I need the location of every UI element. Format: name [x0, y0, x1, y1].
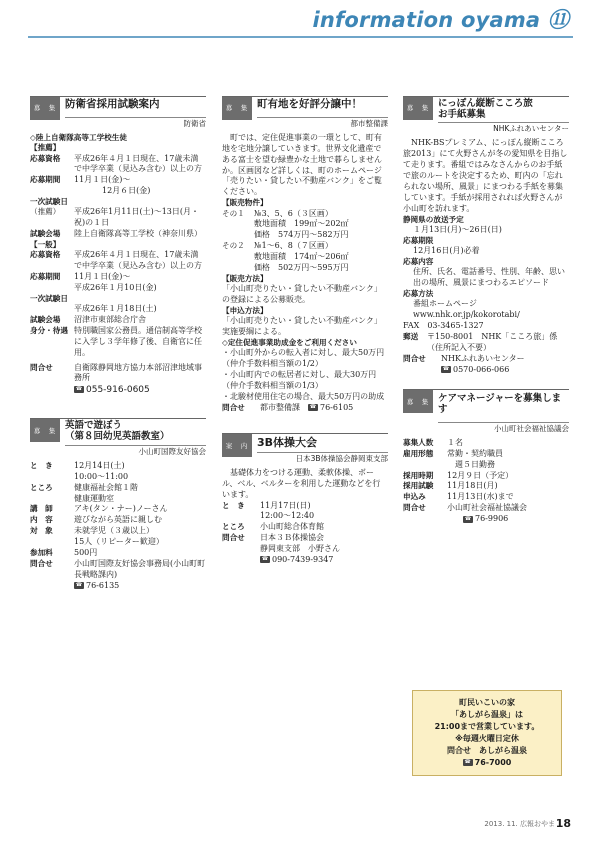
- value: 小山町国際友好協会事務局(小山町町長戦略課内): [74, 558, 206, 579]
- category-tag: 募 集: [403, 97, 433, 120]
- header-title: information oyama ⑪: [312, 8, 569, 32]
- value: 都市整備課: [260, 402, 300, 412]
- value: 〒150-8001 NHK「こころ旅」係（住所記入不要）: [427, 331, 558, 352]
- value: 500円: [74, 547, 98, 557]
- article-title: 英語で遊ぼう: [65, 420, 123, 432]
- value: 「小山町売りたい・貸したい不動産バンク」実施要綱による。: [222, 316, 382, 336]
- article-title: にっぽん縦断こころ旅: [438, 98, 533, 109]
- phone-icon: ☎: [261, 556, 269, 563]
- article-taiso: [222, 433, 388, 565]
- value: 自衛隊静岡地方協力本部沼津地域事務所: [74, 362, 202, 383]
- notice-line: 町民いこいの家: [459, 698, 515, 707]
- value: 価格 574万円～582万円: [254, 230, 349, 240]
- value: 12月６日(金): [102, 186, 151, 196]
- category-tag: 募 集: [222, 97, 252, 120]
- label: 応募期間: [30, 175, 61, 185]
- label: 問合せ: [30, 558, 53, 568]
- phone-number: 090-7439-9347: [272, 554, 334, 564]
- value: 遊びながら英語に親しむ: [74, 515, 162, 525]
- label: 雇用形態: [403, 448, 434, 458]
- notice-line: 21:00まで営業しています。: [434, 722, 540, 731]
- value: 住所、氏名、電話番号、性別、年齢、思い出の場所、風景にまつわるエピソード: [413, 267, 565, 288]
- value: 12月16日(月)必着: [413, 246, 480, 256]
- value: 「小山町売りたい・貸したい不動産バンク」の登録による公募販売。: [222, 284, 382, 304]
- value: 週５日勤務: [455, 459, 495, 469]
- value: 11月１日(金)～: [74, 175, 131, 185]
- phone-icon: ☎: [442, 366, 450, 373]
- value: 日本３Ｂ体操協会: [260, 533, 324, 543]
- phone-icon: ☎: [464, 759, 471, 765]
- label: 問合せ: [403, 503, 426, 513]
- article-org: 防衛省: [65, 117, 206, 130]
- label: 内 容: [30, 515, 53, 525]
- label: 応募資格: [30, 153, 61, 163]
- value: 陸上自衛隊高等工学校（神奈川県）: [74, 229, 202, 239]
- phone-icon: ☎: [309, 404, 317, 411]
- label: 講 師: [30, 504, 53, 514]
- value: 12月９日（予定）: [447, 470, 514, 480]
- article-caremanager: [403, 389, 569, 524]
- value: 未就学児（３歳以上）: [74, 526, 154, 536]
- label: ところ: [222, 522, 245, 532]
- sub-heading: 静岡県の放送予定: [403, 214, 464, 224]
- article-title: 町有地を好評分譲中！: [257, 98, 362, 110]
- article-org: 日本3B体操協会静岡東支部: [257, 452, 388, 465]
- value: １月13日(月)～26日(日): [413, 224, 502, 234]
- value: １名: [447, 437, 463, 447]
- label: 問合せ: [403, 353, 426, 363]
- label: 参加料: [30, 547, 53, 557]
- article-boeisho: [30, 96, 206, 396]
- sub-heading: 一次試験日: [30, 197, 68, 207]
- url-text: www.nhk.or.jp/kokorotabi/: [413, 310, 520, 320]
- label: 募集人数: [403, 437, 434, 447]
- value: 平成26年１月10日(金): [74, 282, 157, 292]
- value: 15人（リピーター歓迎）: [74, 537, 164, 547]
- phone-number: 0570-066-066: [453, 364, 510, 374]
- value: 価格 502万円～595万円: [254, 262, 349, 272]
- value: 平成26年４月１日現在、17歳未満で中学卒業（見込み含む）以上の方: [74, 250, 202, 271]
- sub-heading: 応募方法: [403, 289, 434, 298]
- value: 健康福祉会館１階: [74, 482, 138, 492]
- list-item: ・北駿材使用住宅の場合、最大50万円の助成: [222, 391, 385, 401]
- value: 12月14日(土): [74, 460, 125, 470]
- category-tag: 募 集: [30, 419, 60, 442]
- value: №3、5、6（３区画）: [254, 208, 333, 218]
- article-title: 3B体操大会: [257, 436, 318, 450]
- body-text: 町では、定住促進事業の一環として、町有地を宅地分譲していきます。世界文化遺産である富士を望む緑豊かな土地で暮らしませんか。区画図など詳しくは、町のホームページ「売りたい・貸したい不動産バンク」をご覧ください。: [222, 132, 382, 197]
- phone-icon: ☎: [75, 386, 83, 393]
- page-number: 18: [555, 817, 571, 831]
- label: その１: [222, 208, 245, 218]
- notice-line: 問合せ あしがら温泉: [447, 746, 527, 755]
- sub-heading: 一次試験日: [30, 293, 68, 303]
- column-middle: [222, 96, 388, 566]
- label: ところ: [30, 482, 53, 492]
- article-title: ケアマネージャーを募集します: [438, 393, 562, 416]
- phone-number: 76-9906: [475, 514, 509, 523]
- label: 問合せ: [222, 533, 245, 543]
- sub-heading: 【申込方法】: [222, 305, 268, 315]
- value: 小山町総合体育館: [260, 522, 324, 532]
- value: 沼津市東部総合庁舎: [74, 315, 146, 324]
- label: と き: [222, 500, 245, 510]
- footer-issue: 2013. 11. 広報おやま: [484, 820, 555, 829]
- notice-line: ※毎週火曜日定休: [455, 734, 519, 743]
- label: 応募期間: [30, 272, 61, 282]
- category-tag: 案 内: [222, 434, 252, 457]
- phone-icon: ☎: [75, 582, 83, 589]
- value: NHKふれあいセンター: [441, 353, 525, 363]
- article-org: 小山町社会福祉協議会: [438, 422, 569, 435]
- label: 身分・待遇: [30, 325, 68, 335]
- label: 採用試験: [403, 481, 434, 491]
- phone-number: 76-6135: [86, 580, 120, 590]
- label: 問合せ: [222, 402, 245, 412]
- label: 試験会場: [30, 229, 61, 239]
- label: 採用時期: [403, 470, 434, 480]
- phone-number: 76-7000: [474, 758, 512, 767]
- article-eigo: [30, 418, 206, 591]
- value: 11月17日(日): [260, 500, 311, 510]
- fax-number: FAX 03-3465-1327: [403, 321, 484, 331]
- article-land: [222, 96, 388, 413]
- label: 試験会場: [30, 315, 61, 324]
- value: 静岡東支部 小野さん: [260, 544, 340, 554]
- article-org: NHKふれあいセンター: [438, 122, 569, 135]
- value: アキ(タン・ナー)ノーさん: [74, 504, 168, 514]
- value: 小山町社会福祉協議会: [447, 503, 527, 513]
- sub-heading: 【販売物件】: [222, 198, 268, 208]
- value: 敷地面積 174㎡～206㎡: [254, 252, 349, 261]
- label: 申込み: [403, 492, 426, 502]
- column-right: [403, 96, 569, 525]
- sub-heading: 応募内容: [403, 256, 434, 266]
- label: 問合せ: [30, 362, 53, 372]
- section-heading: ◇陸上自衛隊高等工学校生徒: [30, 132, 127, 142]
- value: 11月13日(水)まで: [447, 492, 514, 502]
- phone-number: 76-6105: [320, 402, 354, 412]
- value: 11月18日(月): [447, 481, 498, 491]
- page-header: [0, 0, 595, 44]
- value: 平成26年４月１日現在、17歳未満で中学卒業（見込み含む）以上の方: [74, 153, 202, 174]
- label: その２: [222, 241, 245, 251]
- value: 12:00～12:40: [260, 511, 315, 521]
- value: 平成26年１月18日(土): [74, 304, 157, 314]
- phone-icon: ☎: [464, 515, 472, 522]
- category-tag: 募 集: [30, 97, 60, 120]
- list-item: ・小山町外からの転入者に対し、最大50万円（仲介手数料相当額の1/2）: [222, 348, 385, 369]
- value: №1～6、8（７区画）: [254, 241, 333, 251]
- value: 特別職国家公務員。通信制高等学校に入学し３学年修了後、自衛官に任用。: [74, 325, 202, 357]
- sub-heading: 応募期限: [403, 235, 434, 245]
- sub-heading: 【推薦】: [30, 143, 61, 153]
- value: 10:00～11:00: [74, 471, 129, 481]
- body-text: NHK-BSプレミアム、にっぽん縦断こころ旅2013」にて火野さんが冬の愛知県を目指して走ります。番組ではみなさんからのお手紙で旅のルートを決定するため、町内の「忘れられない場所、風景」にまつわる手紙を募集しています。手紙が採用されれば火野さんが小山町を訪れます。: [403, 138, 568, 213]
- onsen-notice: [412, 690, 562, 776]
- list-item: ・小山町内での転居者に対し、最大30万円（仲介手数料相当額の1/3）: [222, 369, 377, 390]
- article-subtitle: お手紙募集: [438, 108, 486, 120]
- article-org: 都市整備課: [257, 117, 388, 130]
- sub-heading: ◇定住促進事業助成金をご利用ください: [222, 337, 357, 347]
- value: 常勤・契約職員: [447, 448, 503, 458]
- phone-number: 055-916-0605: [86, 385, 150, 396]
- notice-line: 「あしがら温泉」は: [451, 710, 523, 719]
- sub-heading: 【販売方法】: [222, 273, 268, 283]
- label: と き: [30, 460, 53, 470]
- value: 番組ホームページ: [413, 299, 477, 309]
- sub-heading: 【一般】: [30, 240, 61, 249]
- article-title: 防衛省採用試験案内: [65, 98, 160, 110]
- value: 平成26年1月11日(土)～13日(月・祝)の１日: [74, 207, 199, 228]
- label: 応募資格: [30, 250, 61, 260]
- value: 健康運動室: [74, 493, 114, 503]
- category-tag: 募 集: [403, 390, 433, 413]
- label: 郵送: [403, 331, 419, 341]
- article-kokorotabi: [403, 96, 569, 375]
- article-org: 小山町国際友好協会: [65, 445, 206, 458]
- column-left: [30, 96, 206, 591]
- label: 対 象: [30, 526, 53, 536]
- header-rule: [28, 36, 573, 38]
- value: 11月１日(金)～: [74, 272, 131, 282]
- label: （推薦）: [30, 207, 61, 217]
- body-text: 基礎体力をつける運動、柔軟体操、ボール、ベル、ベルターを利用した運動などを行います。: [222, 467, 381, 499]
- article-subtitle: （第８回幼児英語教室）: [65, 431, 170, 443]
- value: 敷地面積 199㎡～202㎡: [254, 219, 349, 229]
